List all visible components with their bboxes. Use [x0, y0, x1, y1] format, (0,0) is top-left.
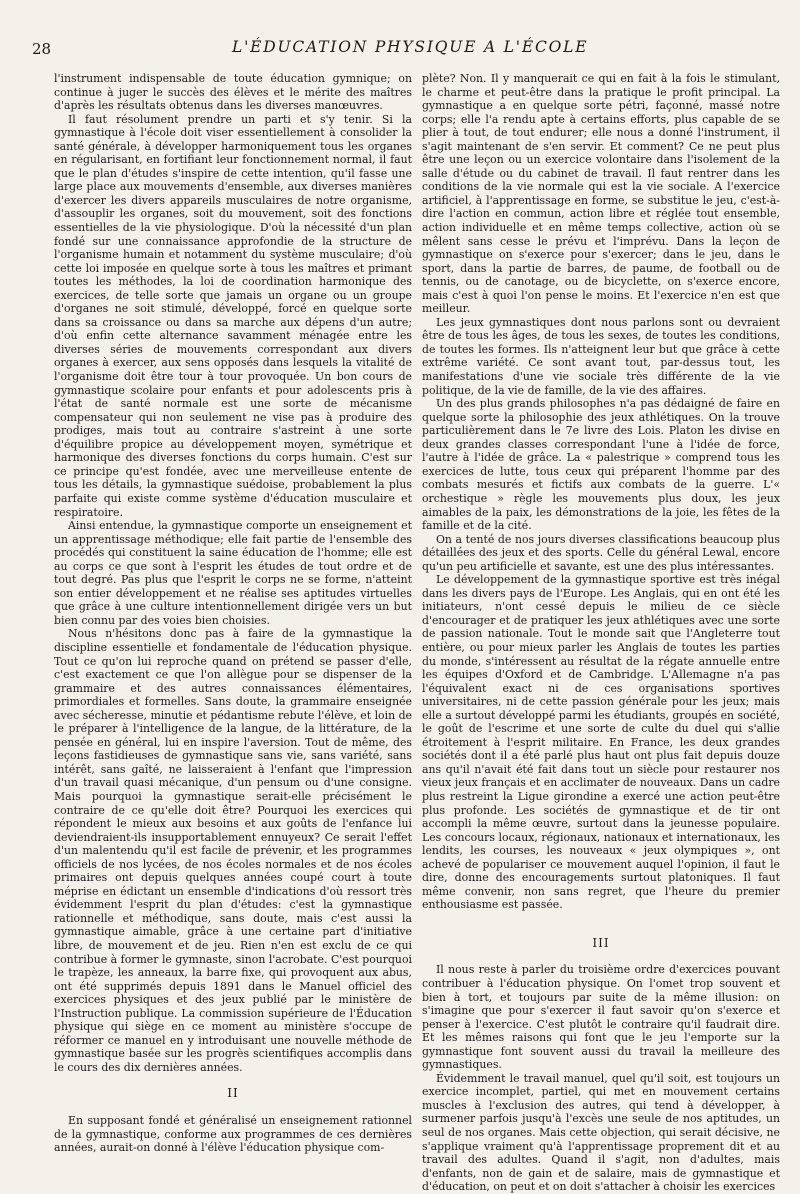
paragraph: Nous n'hésitons donc pas à faire de la gymnastique la discipline essentielle et fondamentale de l'éducation physique. Tout ce qu'on lui reproche quand on prétend se passer d'elle, c'est exactement ce que l'on allègue pour se dispenser de la grammaire et des autres connaissances élémentaires, primordiales et formelles. Sans doute, la grammaire enseignée avec sécheresse, minutie et pédantisme rebute l'élève, et loin de le préparer à l'intelligence de la langue, de la littérature, de la pensée en général, lui en inspire l'aversion. Tout de même, des leçons fastidieuses de gymnastique sans vie, sans variété, sans intérêt, sans gaîté, ne laisseraient à l'enfant que l'impression d'un travail quasi mécanique, d'un pensum ou d'une consigne. Mais pourquoi la gymnastique serait-elle précisément le contraire de ce qu'elle doit être? Pourquoi les exercices qui répondent le mieux aux besoins et aux goûts de l'enfance lui deviendraient-ils insupportablement ennuyeux? Ce serait l'effet d'un malentendu qu'il est facile de prévenir, et les programmes officiels de nos lycées, de nos écoles normales et de nos écoles primaires ont depuis quelques années coupé court à toute méprise en édictant un ensemble d'indications d'où ressort très évidemment l'esprit du plan d'études: c'est la gymnastique rationnelle et méthodique, sans doute, mais c'est aussi la gymnastique aimable, grâce à une certaine part d'initiative libre, de mouvement et de jeu. Rien n'en est exclu de ce qui contribue à former le gymnaste, sinon l'acrobate. C'est pourquoi le trapèze, les anneaux, la barre fixe, qui provoquent aux abus, ont été supprimés depuis 1891 dans le Manuel officiel des exercices physiques et des jeux publié par le ministère de l'Instruction publique. La commission supérieure de l'Éducation physique qui siège en ce moment au ministère s'occupe de réformer ce manuel en y introduisant une nouvelle méthode de gymnastique basée sur les progrès scientifiques accomplis dans le cours des dix dernières années.: [54, 627, 412, 1074]
paragraph: Ainsi entendue, la gymnastique comporte un enseignement et un apprentissage méthodique; elle fait partie de l'ensemble des procédés qui constituent la saine éducation de l'homme; elle est au corps ce que sont à l'esprit les études de tout ordre et de tout degré. Pas plus que l'esprit le corps ne se forme, n'atteint son entier développement et ne réalise ses aptitudes virtuelles que grâce à une culture intentionnellement dirigée vers un but bien connu par des voies bien choisies.: [54, 519, 412, 627]
paragraph: Le développement de la gymnastique sportive est très inégal dans les divers pays de l'Europe. Les Anglais, qui en ont été les initiateurs, n'ont cessé depuis le milieu de ce siècle d'encourager et de pratiquer les jeux athlétiques avec une sorte de passion nationale. Tout le monde sait que l'Angleterre tout entière, ou pour mieux parler les Anglais de toutes les parties du monde, s'intéressent au résultat de la régate annuelle entre les équipes d'Oxford et de Cambridge. L'Allemagne n'a pas l'équivalent exact ni de ces organisations sportives universitaires, ni de cette passion générale pour les jeux; mais elle a surtout développé parmi les étudiants, groupés en société, le goût de l'escrime et une sorte de culte du duel qui s'allie étroitement à l'esprit militaire. En France, les deux grandes sociétés dont il a été parlé plus haut ont plus fait depuis douze ans qu'il n'avait été fait dans tout un siècle pour restaurer nos vieux jeux français et en acclimater de nouveaux. Dans un cadre plus restreint la Ligue girondine a exercé une action peut-être plus profonde. Les sociétés de gymnastique et de tir ont accompli la même œuvre, surtout dans la jeunesse populaire. Les concours locaux, régionaux, nationaux et internationaux, les lendits, les courses, les nouveaux « jeux olympiques », ont achevé de populariser ce mouvement auquel l'opinion, il faut le dire, donne des encouragements surtout platoniques. Il faut même convenir, non sans regret, que l'heure du premier enthousiasme est passée.: [422, 573, 780, 912]
right-column: [422, 72, 780, 1194]
paragraph: l'instrument indispensable de toute éducation gymnique; on continue à juger le succès des élèves et le mérite des maîtres d'après les résultats obtenus dans les diverses manœuvres.: [54, 72, 412, 113]
paragraph: Un des plus grands philosophes n'a pas dédaigné de faire en quelque sorte la philosophie des jeux athlétiques. On la trouve particulièrement dans le 7e livre des Lois. Platon les divise en deux grandes classes correspondant l'une à l'idée de force, l'autre à l'idée de grâce. La « palestrique » comprend tous les exercices de lutte, tous ceux qui préparent l'homme par des combats mesurés et fictifs aux combats de la guerre. L'« orchestique » règle les mouvements plus doux, les jeux aimables de la paix, les démonstrations de la joie, les fêtes de la famille et de la cité.: [422, 397, 780, 533]
page-header: [32, 38, 768, 64]
page-number: 28: [32, 40, 52, 58]
paragraph: plète? Non. Il y manquerait ce qui en fait à la fois le stimulant, le charme et peut-être dans la pratique le profit principal. La gymnastique a en quelque sorte pétri, façonné, massé notre corps; elle l'a rendu apte à certains efforts, plus capable de se plier à tout, de tout endurer; elle nous a donné l'instrument, il s'agit maintenant de s'en servir. Et comment? Ce ne peut plus être une leçon ou un exercice volontaire dans l'isolement de la salle d'étude ou du cabinet de travail. Il faut rentrer dans les conditions de la vie normale qui est la vie sociale. A l'exercice artificiel, à l'apprentissage en forme, se substitue le jeu, c'est-à-dire l'action en commun, action libre et réglée tout ensemble, action individuelle et en même temps collective, action où se mêlent sans cesse le prévu et l'imprévu. Dans la leçon de gymnastique on s'exerce pour s'exercer; dans le jeu, dans le sport, dans la partie de barres, de paume, de football ou de tennis, ou de canotage, ou de bicyclette, on s'exerce encore, mais c'est à quoi l'on pense le moins. Et l'exercice n'en est que meilleur.: [422, 72, 780, 316]
paragraph: Il nous reste à parler du troisième ordre d'exercices pouvant contribuer à l'éducation physique. On l'omet trop souvent et bien à tort, et toujours par suite de la même illusion: on s'imagine que pour s'exercer il faut savoir qu'on s'exerce et penser à l'exercice. C'est plutôt le contraire qu'il faudrait dire. Et les mêmes raisons qui font que le jeu l'emporte sur la gymnastique font souvent aussi du travail la meilleure des gymnastiques.: [422, 963, 780, 1072]
section-heading-iii: III: [592, 935, 610, 950]
paragraph: Les jeux gymnastiques dont nous parlons sont ou devraient être de tous les âges, de tous les sexes, de toutes les conditions, de toutes les formes. Ils n'atteignent leur but que grâce à cette extrême variété. Ce sont avant tout, par-dessus tout, les manifestations d'une vie sociale très différente de la vie politique, de la vie de famille, de la vie des affaires.: [422, 315, 780, 397]
section-heading-ii: II: [227, 1086, 239, 1101]
paragraph: Évidemment le travail manuel, quel qu'il soit, est toujours un exercice incomplet, partiel, qui met en mouvement certains muscles à l'exclusion des autres, qui tend à développer, à surmener parfois jusqu'à l'excès une seule de nos aptitudes, un seul de nos organes. Mais cette objection, qui serait décisive, ne s'applique vraiment qu'à l'apprentissage proprement dit et au travail des adultes. Quand il s'agit, non d'adultes, mais d'enfants, non de gain et de salaire, mais de gymnastique et d'éducation, on peut et on doit s'attacher à choisir les exercices: [422, 1071, 780, 1194]
running-title: L'ÉDUCATION PHYSIQUE A L'ÉCOLE: [232, 38, 589, 56]
spacer: [422, 912, 780, 924]
left-column: [54, 72, 412, 1155]
paragraph: Il faut résolument prendre un parti et s'y tenir. Si la gymnastique à l'école doit viser essentiellement à consolider la santé générale, à développer harmoniquement tous les organes en régularisant, en fortifiant leur fonctionnement normal, il faut que le plan d'études s'inspire de cette intention, qu'il fasse une large place aux mouvements d'ensemble, aux diverses manières d'exercer les divers appareils musculaires de notre organisme, d'assouplir les organes, soit du mouvement, soit des fonctions essentielles de la vie physiologique. D'où la nécessité d'un plan fondé sur une connaissance approfondie de la structure de l'organisme humain et notamment du système musculaire; d'où cette loi imposée en quelque sorte à tous les maîtres et primant toutes les méthodes, la loi de coordination harmonique des exercices, de telle sorte que jamais un organe ou un groupe d'organes ne soit stimulé, développé, forcé en quelque sorte dans sa croissance ou dans sa marche aux dépens d'un autre; d'où enfin cette alternance savamment ménagée entre les diverses séries de mouvements correspondant aux divers organes à exercer, aux sens opposés dans lesquels la vitalité de l'organisme doit être tour à tour provoquée. Un bon cours de gymnastique scolaire pour enfants et pour adolescents pris à l'état de santé normale est une sorte de mécanisme compensateur qui non seulement ne vise pas à produire des prodiges, mais tout au contraire s'astreint à une sorte d'équilibre propice au développement moyen, symétrique et harmonique des diverses fonctions du corps humain. C'est sur ce principe qu'est fondée, avec une merveilleuse entente de tous les détails, la gymnastique suédoise, probablement la plus parfaite qui existe comme système d'éducation musculaire et respiratoire.: [54, 112, 412, 519]
paragraph: On a tenté de nos jours diverses classifications beaucoup plus détaillées des jeux et des sports. Celle du général Lewal, encore qu'un peu artificielle et savante, est une des plus intéressantes.: [422, 532, 780, 573]
paragraph: En supposant fondé et généralisé un enseignement rationnel de la gymnastique, conforme aux programmes de ces dernières années, aurait-on donné à l'élève l'éducation physique com-: [54, 1114, 412, 1155]
